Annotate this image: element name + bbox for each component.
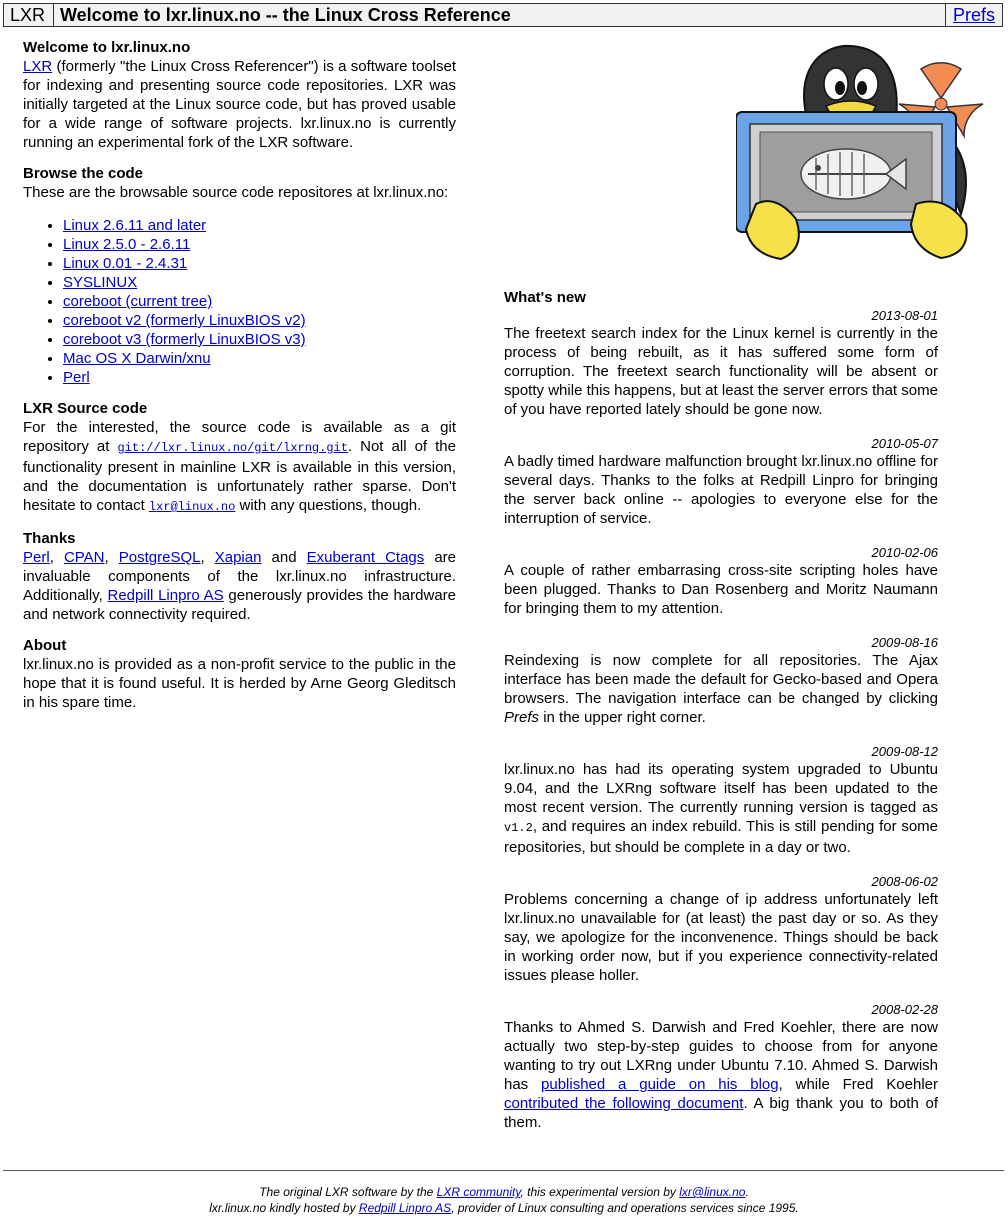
lxr-link[interactable]: LXR	[23, 58, 53, 75]
left-column	[23, 38, 456, 724]
source-text-3: with any questions, though.	[239, 497, 422, 514]
footer-text: lxr.linux.no kindly hosted by	[209, 1201, 356, 1215]
repo-link[interactable]: coreboot v3 (formerly LinuxBIOS v3)	[63, 331, 306, 348]
document-link[interactable]: contributed the following document	[504, 1095, 744, 1112]
redpill-link[interactable]: Redpill Linpro AS	[107, 587, 224, 604]
repo-link[interactable]: Mac OS X Darwin/xnu	[63, 350, 211, 367]
news-item	[504, 634, 938, 727]
repo-link[interactable]: coreboot (current tree)	[63, 293, 213, 310]
list-item	[63, 254, 456, 273]
lxr-community-link[interactable]: LXR community	[436, 1185, 521, 1199]
email-address: lxr@linux.no	[148, 500, 236, 514]
page-title: Welcome to lxr.linux.no -- the Linux Cross Reference	[54, 4, 946, 26]
list-item	[63, 311, 456, 330]
repo-link[interactable]: Linux 2.5.0 - 2.6.11	[63, 236, 191, 253]
thanks-heading: Thanks	[23, 530, 76, 547]
browse-section	[23, 164, 456, 387]
list-item	[63, 330, 456, 349]
news-text-part: lxr.linux.no has had its operating system upgraded to Ubuntu 9.04, and the LXRng software itself has been updated to the most recent version. The currently running version is tagged as	[504, 761, 938, 816]
footer-text: , provider of Linux consulting and operations services since 1995.	[451, 1201, 799, 1215]
penguin-xray-image	[736, 44, 986, 264]
blog-guide-link[interactable]: published a guide on his blog	[541, 1076, 779, 1093]
news-date: 2008-06-02	[871, 874, 938, 889]
prefs-cell	[946, 4, 1002, 26]
news-text-part: . A big thank you to both of them.	[504, 1095, 938, 1131]
news-text	[504, 651, 938, 727]
news-item	[504, 873, 938, 985]
source-text-1: For the interested, the source code is available as a git repository at	[23, 419, 456, 455]
git-link[interactable]	[117, 438, 347, 455]
welcome-body: (formerly "the Linux Cross Referencer") is a software toolset for indexing and presenting source code repositories. LXR was initially targeted at the Linux source code, but has proved usable for a wide range of software projects. lxr.linux.no is currently running an experimental fork of the LXR software.	[23, 58, 457, 151]
list-item	[63, 273, 456, 292]
news-item	[504, 1001, 938, 1132]
version-tag: v1.2	[504, 821, 533, 835]
repo-list	[23, 216, 456, 387]
welcome-text	[23, 57, 456, 152]
browse-text: These are the browsable source code repositores at lxr.linux.no:	[23, 184, 449, 201]
repo-link[interactable]: Linux 2.6.11 and later	[63, 217, 207, 234]
cpan-link[interactable]: CPAN	[63, 549, 105, 566]
thanks-and: and	[271, 549, 297, 566]
footer-line-2	[0, 1200, 1008, 1216]
prefs-emphasis: Prefs	[504, 709, 540, 726]
news-date: 2013-08-01	[871, 308, 938, 323]
news-column	[504, 288, 938, 1148]
news-date: 2009-08-16	[871, 635, 938, 650]
news-text-part: , while Fred Koehler	[778, 1076, 938, 1093]
postgres-link[interactable]: PostgreSQL	[118, 549, 201, 566]
about-heading: About	[23, 637, 67, 654]
news-text: Problems concerning a change of ip address unfortunately left lxr.linux.no unavailable for (at least) the past day or so. As they say, we apologize for the inconvenence. Things should be back in working order now, but if you experience connectivity-related issues please holler.	[504, 891, 938, 984]
news-heading: What's new	[504, 289, 586, 306]
news-date: 2009-08-12	[871, 744, 938, 759]
news-text-part: in the upper right corner.	[543, 709, 706, 726]
repo-link[interactable]: SYSLINUX	[63, 274, 138, 291]
perl-link[interactable]: Perl	[23, 549, 50, 566]
news-item	[504, 435, 938, 528]
welcome-section	[23, 38, 456, 152]
news-item	[504, 544, 938, 618]
source-heading: LXR Source code	[23, 400, 148, 417]
footer-text: The original LXR software by the	[259, 1185, 434, 1199]
news-date: 2010-05-07	[871, 436, 938, 451]
footer-text: .	[745, 1185, 749, 1199]
source-section	[23, 399, 456, 517]
source-text	[23, 418, 456, 517]
thanks-section	[23, 529, 456, 624]
news-text-part: Thanks to Ahmed S. Darwish and Fred Koehler, there are now actually two step-by-step guides to choose from for anyone wanting to try out LXRng under Ubuntu 7.10. Ahmed S. Darwish has	[504, 1019, 938, 1093]
news-date: 2010-02-06	[871, 545, 938, 560]
thanks-text-1: are invaluable components of the lxr.linux.no infrastructure. Additionally,	[23, 549, 457, 604]
list-item	[63, 368, 456, 387]
news-text: The freetext search index for the Linux kernel is currently in the process of being rebuilt, as it has suffered some form of corruption. The freetext search functionality will be absent or spotty while this happens, but at least the server errors that some of you have reported lately should be gone now.	[504, 325, 938, 418]
news-item	[504, 743, 938, 857]
list-item	[63, 216, 456, 235]
footer-text: , this experimental version by	[520, 1185, 676, 1199]
footer-redpill-link[interactable]: Redpill Linpro AS	[358, 1201, 452, 1215]
footer-line-1	[0, 1184, 1008, 1200]
prefs-link[interactable]: Prefs	[952, 5, 995, 25]
news-text-part: , and requires an index rebuild. This is still pending for some repositories, but should be complete in a day or two.	[504, 818, 938, 856]
news-text-part: Reindexing is now complete for all repositories. The Ajax interface has been made the default for Gecko-based and Opera browsers. The navigation interface can be changed by clicking	[504, 652, 938, 707]
thanks-text: Perl, CPAN, PostgreSQL, Xapian and Exuberant Ctags are invaluable components of the lxr.linux.no infrastructure. Additionally, Redpill Linpro AS generously provides the hardware and network connectivity required.	[23, 549, 457, 623]
news-text	[504, 760, 938, 857]
ctags-link[interactable]: Exuberant Ctags	[306, 549, 425, 566]
footer	[0, 1184, 1008, 1216]
news-text: A badly timed hardware malfunction brought lxr.linux.no offline for several days. Thanks to the folks at Redpill Linpro for bringing the server back online -- apologies to everyone else for the interruption of service.	[504, 453, 938, 527]
lxr-logo: LXR	[4, 4, 54, 26]
welcome-heading: Welcome to lxr.linux.no	[23, 39, 191, 56]
xapian-link[interactable]: Xapian	[214, 549, 262, 566]
source-text-2: . Not all of the functionality present in mainline LXR is available in this version, and the documentation is unfortunately rather sparse. Don't hesitate to contact	[23, 438, 456, 514]
top-bar	[3, 3, 1003, 27]
list-item	[63, 349, 456, 368]
news-text: A couple of rather embarrasing cross-site scripting holes have been plugged. Thanks to Dan Rosenberg and Moritz Naumann for bringing them to my attention.	[504, 562, 938, 617]
repo-link[interactable]: Perl	[63, 369, 90, 386]
about-section	[23, 636, 456, 712]
list-item	[63, 235, 456, 254]
thanks-text-2: generously provides the hardware and network connectivity required.	[23, 587, 456, 623]
git-url: git://lxr.linux.no/git/lxrng.git	[117, 441, 348, 455]
repo-link[interactable]: Linux 0.01 - 2.4.31	[63, 255, 188, 272]
footer-email-link[interactable]: lxr@linux.no	[679, 1185, 746, 1199]
repo-link[interactable]: coreboot v2 (formerly LinuxBIOS v2)	[63, 312, 306, 329]
browse-heading: Browse the code	[23, 165, 144, 182]
about-text: lxr.linux.no is provided as a non-profit service to the public in the hope that it is found useful. It is herded by Arne Georg Gleditsch in his spare time.	[23, 656, 456, 711]
list-item	[63, 292, 456, 311]
footer-divider	[3, 1170, 1004, 1171]
news-date: 2008-02-28	[871, 1002, 938, 1017]
email-link[interactable]	[149, 497, 235, 514]
news-text	[504, 1018, 938, 1132]
news-item	[504, 307, 938, 419]
